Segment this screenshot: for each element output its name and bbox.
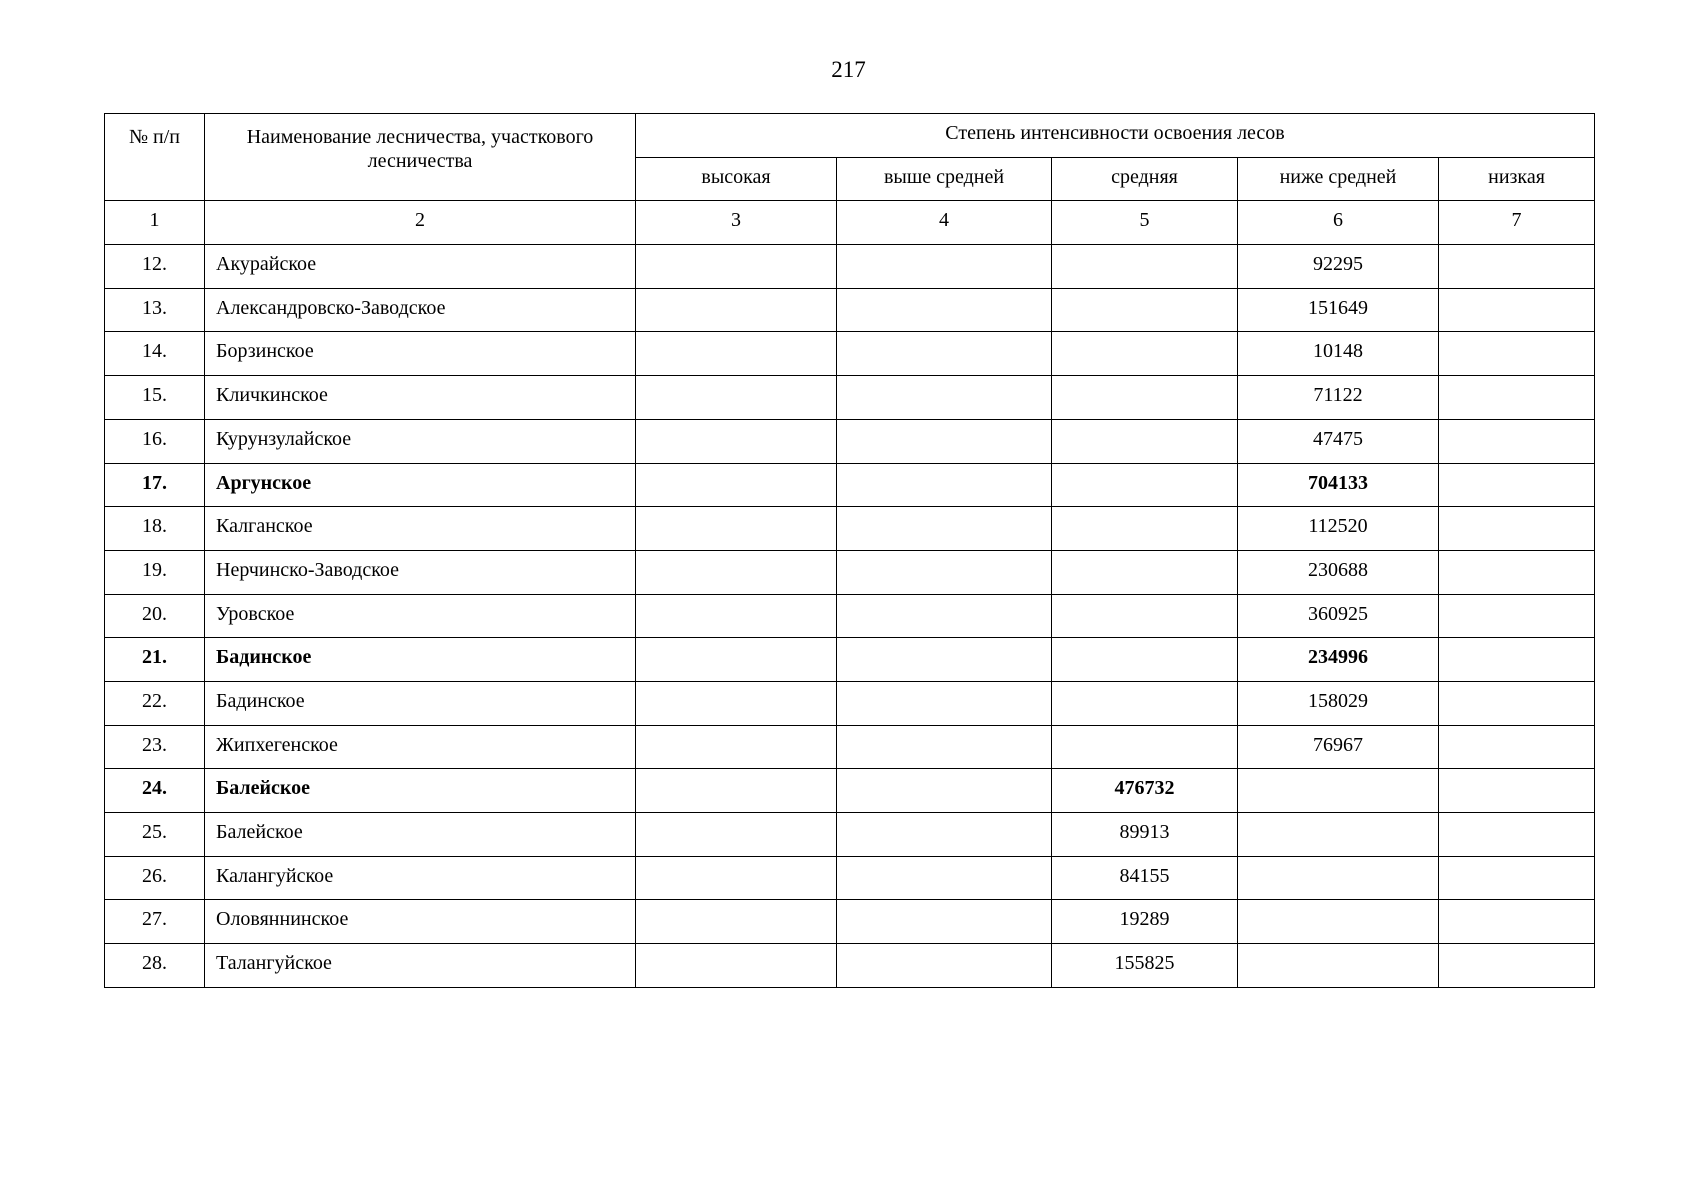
forestry-name: Калангуйское	[205, 856, 636, 900]
cell-average: 19289	[1052, 900, 1238, 944]
row-number: 21.	[105, 638, 205, 682]
header-intensity-group: Степень интенсивности освоения лесов	[636, 114, 1595, 158]
forestry-name: Оловяннинское	[205, 900, 636, 944]
table-row	[105, 813, 1595, 857]
cell-average	[1052, 550, 1238, 594]
cell-low	[1439, 419, 1595, 463]
row-number: 17.	[105, 463, 205, 507]
cell-above-average	[837, 769, 1052, 813]
cell-average	[1052, 332, 1238, 376]
cell-above-average	[837, 332, 1052, 376]
forestry-name: Борзинское	[205, 332, 636, 376]
cell-below-average	[1238, 944, 1439, 988]
row-number: 20.	[105, 594, 205, 638]
cell-above-average	[837, 550, 1052, 594]
table-row	[105, 725, 1595, 769]
header-col-num: № п/п	[105, 114, 205, 201]
column-number: 7	[1439, 201, 1595, 245]
cell-low	[1439, 944, 1595, 988]
cell-low	[1439, 725, 1595, 769]
cell-high	[636, 463, 837, 507]
cell-high	[636, 332, 837, 376]
cell-high	[636, 944, 837, 988]
cell-below-average: 10148	[1238, 332, 1439, 376]
cell-above-average	[837, 856, 1052, 900]
cell-average	[1052, 288, 1238, 332]
forestry-name: Бадинское	[205, 681, 636, 725]
cell-below-average: 151649	[1238, 288, 1439, 332]
cell-below-average: 112520	[1238, 507, 1439, 551]
cell-low	[1439, 332, 1595, 376]
cell-above-average	[837, 725, 1052, 769]
forestry-name: Акурайское	[205, 245, 636, 289]
header-col-name: Наименование лесничества, участкового лесничества	[205, 114, 636, 201]
cell-above-average	[837, 245, 1052, 289]
cell-below-average	[1238, 813, 1439, 857]
cell-below-average	[1238, 900, 1439, 944]
cell-above-average	[837, 419, 1052, 463]
cell-high	[636, 594, 837, 638]
row-number: 12.	[105, 245, 205, 289]
row-number: 26.	[105, 856, 205, 900]
row-number: 14.	[105, 332, 205, 376]
cell-low	[1439, 769, 1595, 813]
cell-high	[636, 769, 837, 813]
cell-low	[1439, 507, 1595, 551]
cell-above-average	[837, 813, 1052, 857]
cell-low	[1439, 550, 1595, 594]
row-number: 13.	[105, 288, 205, 332]
column-number: 1	[105, 201, 205, 245]
cell-above-average	[837, 944, 1052, 988]
header-row-1	[105, 114, 1595, 158]
cell-low	[1439, 813, 1595, 857]
cell-below-average	[1238, 769, 1439, 813]
cell-high	[636, 813, 837, 857]
cell-average: 155825	[1052, 944, 1238, 988]
cell-above-average	[837, 900, 1052, 944]
cell-high	[636, 638, 837, 682]
row-number: 27.	[105, 900, 205, 944]
column-number: 3	[636, 201, 837, 245]
table-row	[105, 288, 1595, 332]
cell-average	[1052, 245, 1238, 289]
cell-average	[1052, 376, 1238, 420]
row-number: 28.	[105, 944, 205, 988]
cell-above-average	[837, 376, 1052, 420]
row-number: 24.	[105, 769, 205, 813]
cell-below-average: 158029	[1238, 681, 1439, 725]
cell-average	[1052, 681, 1238, 725]
cell-high	[636, 507, 837, 551]
row-number: 25.	[105, 813, 205, 857]
cell-below-average: 234996	[1238, 638, 1439, 682]
page-number: 217	[831, 57, 866, 82]
table-row	[105, 419, 1595, 463]
cell-high	[636, 681, 837, 725]
forestry-name: Нерчинско-Заводское	[205, 550, 636, 594]
forestry-name: Уровское	[205, 594, 636, 638]
table-row	[105, 594, 1595, 638]
cell-below-average: 704133	[1238, 463, 1439, 507]
table-row	[105, 681, 1595, 725]
cell-average: 89913	[1052, 813, 1238, 857]
table-row	[105, 376, 1595, 420]
forest-intensity-table	[104, 113, 1595, 988]
cell-low	[1439, 856, 1595, 900]
cell-high	[636, 288, 837, 332]
cell-average	[1052, 507, 1238, 551]
cell-high	[636, 245, 837, 289]
header-level-low: низкая	[1439, 157, 1595, 201]
cell-average	[1052, 463, 1238, 507]
cell-above-average	[837, 681, 1052, 725]
cell-low	[1439, 245, 1595, 289]
table-row	[105, 245, 1595, 289]
cell-average	[1052, 419, 1238, 463]
cell-high	[636, 856, 837, 900]
row-number: 23.	[105, 725, 205, 769]
cell-above-average	[837, 288, 1052, 332]
cell-low	[1439, 288, 1595, 332]
cell-average: 84155	[1052, 856, 1238, 900]
table-row	[105, 550, 1595, 594]
cell-low	[1439, 594, 1595, 638]
cell-above-average	[837, 507, 1052, 551]
table-row	[105, 900, 1595, 944]
row-number: 22.	[105, 681, 205, 725]
row-number: 19.	[105, 550, 205, 594]
cell-below-average	[1238, 856, 1439, 900]
header-level-below-average: ниже средней	[1238, 157, 1439, 201]
cell-below-average: 76967	[1238, 725, 1439, 769]
table-row	[105, 638, 1595, 682]
cell-above-average	[837, 463, 1052, 507]
cell-average: 476732	[1052, 769, 1238, 813]
column-number-row	[105, 201, 1595, 245]
cell-below-average: 71122	[1238, 376, 1439, 420]
cell-below-average: 92295	[1238, 245, 1439, 289]
forestry-name: Балейское	[205, 769, 636, 813]
cell-low	[1439, 900, 1595, 944]
cell-average	[1052, 594, 1238, 638]
cell-average	[1052, 725, 1238, 769]
forestry-name: Александровско-Заводское	[205, 288, 636, 332]
header-level-high: высокая	[636, 157, 837, 201]
row-number: 16.	[105, 419, 205, 463]
header-level-average: средняя	[1052, 157, 1238, 201]
cell-high	[636, 550, 837, 594]
cell-low	[1439, 463, 1595, 507]
table-body	[105, 245, 1595, 988]
cell-high	[636, 376, 837, 420]
column-number: 2	[205, 201, 636, 245]
cell-low	[1439, 376, 1595, 420]
cell-above-average	[837, 638, 1052, 682]
cell-below-average: 360925	[1238, 594, 1439, 638]
forestry-name: Талангуйское	[205, 944, 636, 988]
cell-average	[1052, 638, 1238, 682]
table-row	[105, 769, 1595, 813]
column-number: 5	[1052, 201, 1238, 245]
cell-low	[1439, 638, 1595, 682]
forestry-name: Калганское	[205, 507, 636, 551]
cell-below-average: 230688	[1238, 550, 1439, 594]
cell-above-average	[837, 594, 1052, 638]
column-number: 4	[837, 201, 1052, 245]
row-number: 18.	[105, 507, 205, 551]
forestry-name: Бадинское	[205, 638, 636, 682]
table-row	[105, 856, 1595, 900]
table-row	[105, 944, 1595, 988]
cell-low	[1439, 681, 1595, 725]
column-number: 6	[1238, 201, 1439, 245]
header-level-above-average: выше средней	[837, 157, 1052, 201]
cell-high	[636, 419, 837, 463]
table-row	[105, 507, 1595, 551]
cell-high	[636, 900, 837, 944]
forestry-name: Балейское	[205, 813, 636, 857]
forestry-name: Кличкинское	[205, 376, 636, 420]
cell-high	[636, 725, 837, 769]
cell-below-average: 47475	[1238, 419, 1439, 463]
forestry-name: Жипхегенское	[205, 725, 636, 769]
row-number: 15.	[105, 376, 205, 420]
table-row	[105, 332, 1595, 376]
forestry-name: Курунзулайское	[205, 419, 636, 463]
table-row	[105, 463, 1595, 507]
forestry-name: Аргунское	[205, 463, 636, 507]
